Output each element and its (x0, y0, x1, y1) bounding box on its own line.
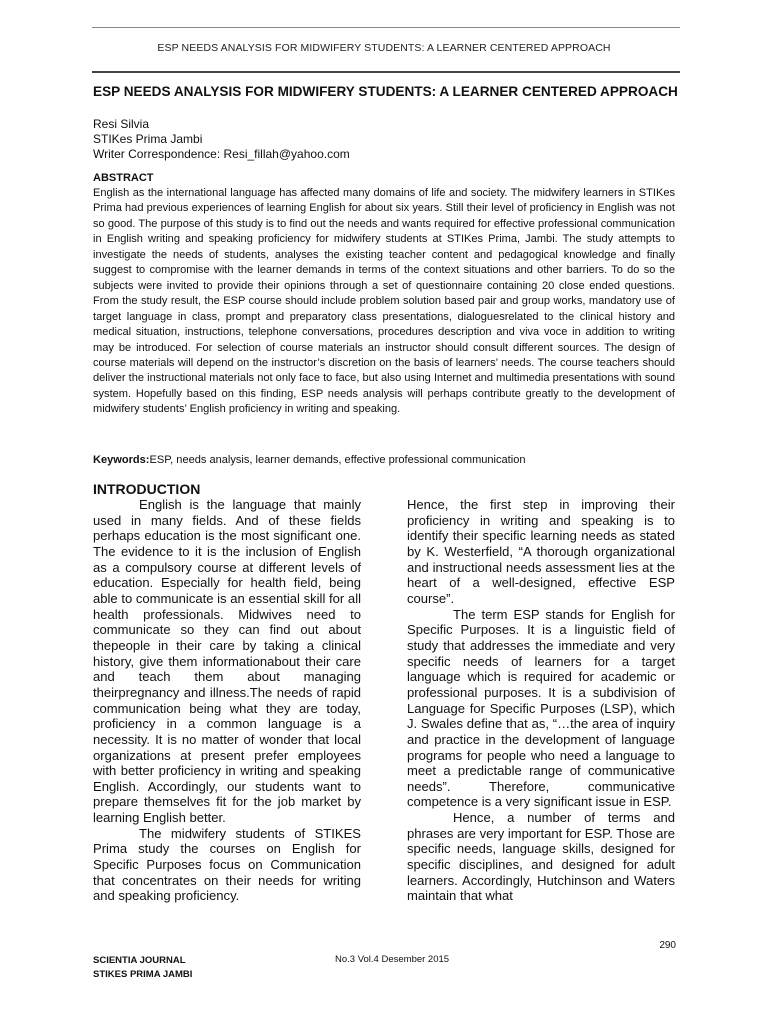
abstract-heading: ABSTRACT (93, 172, 154, 184)
header-rule-top (92, 27, 680, 28)
author-block (93, 117, 678, 162)
author-affiliation: STIKes Prima Jambi (93, 132, 203, 146)
header-rule-bottom (92, 71, 680, 73)
author-correspondence: Writer Correspondence: Resi_fillah@yahoo.com (93, 147, 350, 161)
intro-paragraph: Hence, the first step in improving their proficiency in writing and speaking is to identify their specific learning needs as stated by K. Westerfield, “A thorough organizational and instructional needs assessment lies at the heart of a well-designed, effective ESP course”. (407, 497, 675, 606)
footer-journal: SCIENTIA JOURNAL (93, 955, 186, 966)
page-number: 290 (659, 940, 676, 951)
author-name: Resi Silvia (93, 117, 150, 131)
footer-issue: No.3 Vol.4 Desember 2015 (335, 954, 450, 965)
intro-paragraph: Hence, a number of terms and phrases are very important for ESP. Those are specific needs, language skills, designed for specific disciplines, and designed for adult learners. Accordingly, Hutchinson and Waters maintain that what (407, 810, 675, 904)
article-title: ESP NEEDS ANALYSIS FOR MIDWIFERY STUDENTS: A LEARNER CENTERED APPROACH (93, 84, 678, 99)
body-column-left (93, 497, 361, 904)
body-column-right (407, 497, 675, 904)
intro-paragraph: English is the language that mainly used in many fields. And of these fields perhaps education is the most significant one. The evidence to it is the inclusion of English as a compulsory course at different levels of education. Especially for health field, being able to communicate is an essential skill for all health professionals. Midwives need to communicate so they can find out about thepeople in their care by taking a clinical history, give them informationabout their care and teach them about managing theirpregnancy and illness.The needs of rapid communication being what they are today, proficiency in a common language is a necessity. It is no matter of wonder that local organizations at present prefer employees with better proficiency in writing and speaking English. Accordingly, our students want to prepare themselves fit for the job market by learning English better. (93, 497, 361, 826)
keywords (93, 453, 675, 468)
abstract-text: English as the international language has affected many domains of life and society. The midwifery learners in STIKes Prima had previous experiences of learning English for about six years. Still their level of proficiency in English was not so good. The purpose of this study is to find out the needs and wants required for effective professional communication in English writing and speaking proficiency for midwifery students at STIKes Prima, Jambi. The study attempts to investigate the needs of students, analyses the existing teacher content and pedagogical knowledge and finally suggest to compromise with the learner demands in terms of the context situations and other barriers. To do so the subjects were invited to provide their opinions through a set of questionnaire containing 20 close ended questions. From the study result, the ESP course should include problem solution based pair and group works, mandatory use of target language in class, prompt and preparatory class presentations, dialoguesrelated to the clinical history and medical situation, instructions, telephone conversations, procedures description and viva voce in addition to writing may be introduced. For selection of course materials an instructor should consult different sources. The design of course materials will depend on the instructor’s discretion on the basis of learners’ needs. The course teachers should deliver the instructional materials not only face to face, but also using Internet and multimedia presentations with sound system. Hopefully based on this finding, ESP needs analysis will perhaps contribute greatly to the development of midwifery students’ English proficiency in writing and speaking. (93, 187, 675, 416)
introduction-heading: INTRODUCTION (93, 481, 201, 497)
intro-paragraph: The midwifery students of STIKES Prima study the courses on English for Specific Purposes focus on Communication that concentrates on their needs for writing and speaking proficiency. (93, 825, 361, 904)
keywords-label: Keywords: (93, 454, 150, 466)
footer-institution: STIKES PRIMA JAMBI (93, 969, 193, 980)
running-title: ESP NEEDS ANALYSIS FOR MIDWIFERY STUDENTS: A LEARNER CENTERED APPROACH (157, 42, 611, 54)
footer-journal-block (93, 954, 192, 982)
intro-paragraph: The term ESP stands for English for Specific Purposes. It is a linguistic field of study that addresses the immediate and very specific needs of learners for a target language which is required for academic or professional purposes. It is a subdivision of Language for Specific Purposes (LSP), which J. Swales define that as, “…the area of inquiry and practice in the development of language programs for people who need a language to meet a predictable range of communicative needs”. Therefore, communicative competence is a very significant issue in ESP. (407, 606, 675, 810)
keywords-text: ESP, needs analysis, learner demands, effective professional communication (149, 454, 526, 466)
